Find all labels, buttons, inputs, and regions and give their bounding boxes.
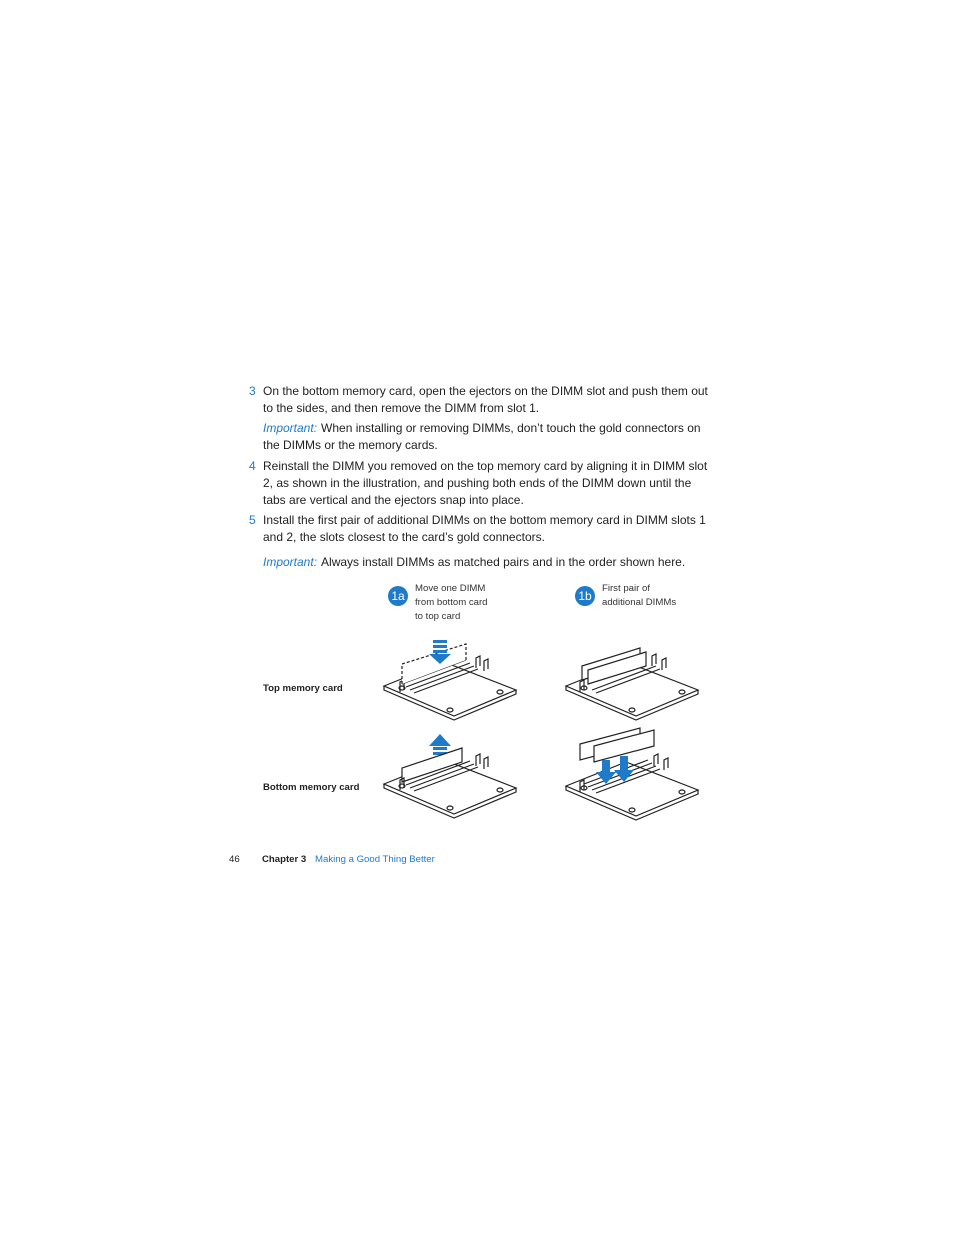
important-text: When installing or removing DIMMs, don’t touch the gold connectors on the DIMMs or the memory cards. xyxy=(263,421,701,453)
step-number: 4 xyxy=(249,459,256,473)
important-text: Always install DIMMs as matched pairs and in the order shown here. xyxy=(321,555,686,569)
bottom-memory-card-1b xyxy=(562,726,702,818)
bottom-memory-card-1a xyxy=(380,732,520,816)
row-label-top: Top memory card xyxy=(263,683,343,694)
important-note-2 xyxy=(263,554,713,571)
step-text: Reinstall the DIMM you removed on the top memory card by aligning it in DIMM slot 2, as shown in the illustration, and pushing both ends of the DIMM down until the tabs are vertical and the ejectors snap into place. xyxy=(263,459,708,508)
important-note-1 xyxy=(263,420,713,454)
step-text: On the bottom memory card, open the ejectors on the DIMM slot and push them out to the sides, and then remove the DIMM from slot 1. xyxy=(263,384,708,416)
badge-1b: 1b xyxy=(575,586,595,606)
step-5 xyxy=(249,512,709,546)
top-memory-card-1b xyxy=(562,634,702,718)
important-label: Important: xyxy=(263,555,318,569)
badge-1a: 1a xyxy=(388,586,408,606)
page-number: 46 xyxy=(229,854,240,865)
step-number: 3 xyxy=(249,384,256,398)
caption-1a: Move one DIMM from bottom card to top card xyxy=(415,583,488,622)
caption-1b: First pair of additional DIMMs xyxy=(602,583,677,608)
row-label-bottom: Bottom memory card xyxy=(263,782,360,793)
top-memory-card-1a xyxy=(380,634,520,718)
step-text: Install the first pair of additional DIMMs on the bottom memory card in DIMM slots 1 and 2, the slots closest to the card’s gold connectors. xyxy=(263,513,706,545)
step-3 xyxy=(249,383,709,417)
important-label: Important: xyxy=(263,421,318,435)
step-number: 5 xyxy=(249,513,256,527)
chapter-title-link[interactable]: Making a Good Thing Better xyxy=(315,854,435,865)
chapter-label: Chapter 3 xyxy=(262,854,307,865)
step-4 xyxy=(249,458,709,510)
